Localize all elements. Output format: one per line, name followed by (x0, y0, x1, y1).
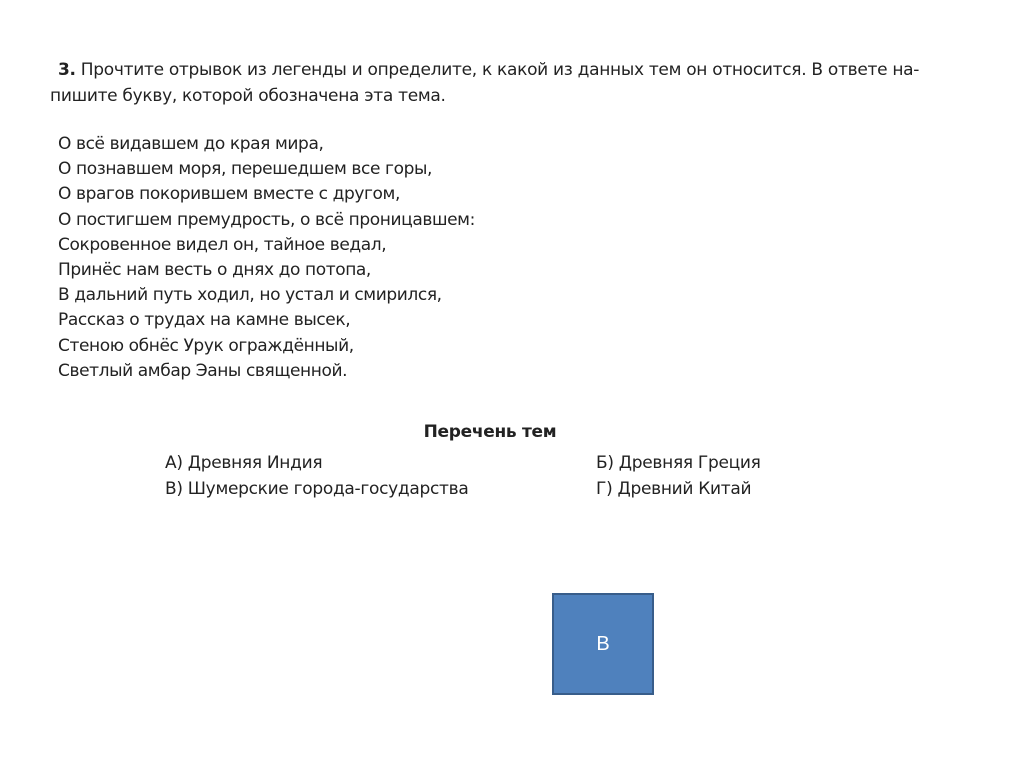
poem-line: Принёс нам весть о днях до потопа, (58, 260, 371, 281)
topics-title: Перечень тем (423, 422, 557, 442)
option-a: А) Древняя Индия (165, 453, 323, 473)
option-g: Г) Древний Китай (596, 479, 752, 499)
legend-excerpt (58, 132, 475, 384)
answer-box (552, 593, 654, 695)
poem-line: О всё видавшем до края мира, (58, 134, 324, 154)
poem-line: Рассказ о трудах на камне высек, (58, 310, 351, 331)
question-number: 3. (58, 60, 76, 80)
option-b: Б) Древняя Греция (596, 453, 761, 473)
poem-line: Светлый амбар Эаны священной. (58, 360, 348, 381)
poem-line: О познавшем моря, перешедшем все горы, (58, 159, 432, 180)
answer-letter: В (596, 632, 610, 655)
poem-line: Стеною обнёс Урук ограждённый, (58, 335, 354, 356)
option-v: В) Шумерские города-государства (165, 479, 469, 499)
question-text-line-2: пишите букву, которой обозначена эта тема. (50, 86, 446, 106)
poem-line: О постигшем премудрость, о всё проницавшем: (58, 209, 475, 230)
poem-line: О врагов покорившем вместе с другом, (58, 184, 400, 205)
poem-line: В дальний путь ходил, но устал и смирился, (58, 285, 442, 306)
question-text-line-1 (58, 60, 919, 80)
question-text: Прочтите отрывок из легенды и определите, к какой из данных тем он относится. В ответе на- (80, 60, 920, 80)
poem-line: Сокровенное видел он, тайное ведал, (58, 234, 387, 255)
